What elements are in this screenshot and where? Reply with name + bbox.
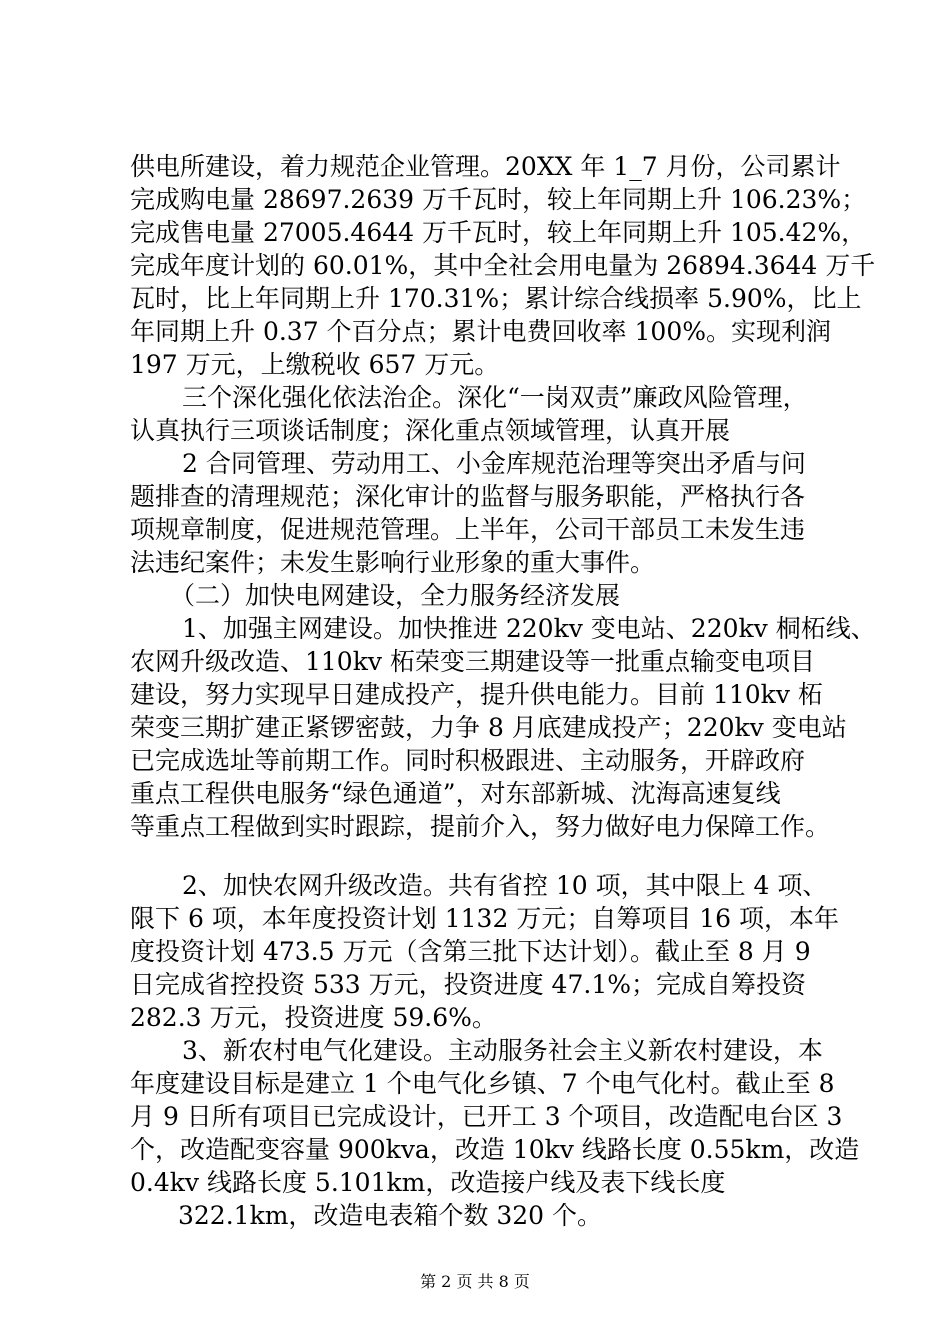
text-line: 认真执行三项谈话制度；深化重点领域管理，认真开展 <box>130 416 731 445</box>
text-line: 日完成省控投资 533 万元，投资进度 47.1%；完成自筹投资 <box>130 970 806 999</box>
paragraph-first-line: 3、新农村电气化建设。主动服务社会主义新农村建设，本 <box>182 1036 823 1065</box>
text-line: 197 万元，上缴税收 657 万元。 <box>130 350 500 379</box>
text-line: 282.3 万元，投资进度 59.6%。 <box>130 1003 497 1032</box>
text-line: 供电所建设，着力规范企业管理。20XX 年 1_7 月份，公司累计 <box>130 152 841 181</box>
text-line: 0.4kv 线路长度 5.101km，改造接户线及表下线长度 <box>130 1168 726 1197</box>
paragraph-first-line: 2、加快农网升级改造。共有省控 10 项，其中限上 4 项、 <box>182 871 828 900</box>
paragraph-first-line: 三个深化强化依法治企。深化“一岗双责”廉政风险管理， <box>182 383 808 412</box>
paragraph-first-line: 2 合同管理、劳动用工、小金库规范治理等突出矛盾与问 <box>182 449 806 478</box>
page-footer: 第 2 页 共 8 页 <box>420 1272 530 1291</box>
text-line: 已完成选址等前期工作。同时积极跟进、主动服务，开辟政府 <box>130 746 806 775</box>
text-line: 完成年度计划的 60.01%，其中全社会用电量为 26894.3644 万千 <box>130 251 876 280</box>
text-line: 重点工程供电服务“绿色通道”，对东部新城、沈海高速复线 <box>130 779 781 808</box>
text-line: 年度建设目标是建立 1 个电气化乡镇、7 个电气化村。截止至 8 <box>130 1069 835 1098</box>
text-line: 月 9 日所有项目已完成设计，已开工 3 个项目，改造配电台区 3 <box>130 1102 843 1131</box>
text-line: 等重点工程做到实时跟踪，提前介入，努力做好电力保障工作。 <box>130 812 831 841</box>
paragraph-first-line: 1、加强主网建设。加快推进 220kv 变电站、220kv 桐柘线、 <box>182 614 876 643</box>
text-line: 农网升级改造、110kv 柘荣变三期建设等一批重点输变电项目 <box>130 647 815 676</box>
text-line: 度投资计划 473.5 万元（含第三批下达计划）。截止至 8 月 9 <box>130 937 811 966</box>
text-line: 法违纪案件；未发生影响行业形象的重大事件。 <box>130 548 656 577</box>
text-line: 荣变三期扩建正紧锣密鼓，力争 8 月底建成投产；220kv 变电站 <box>130 713 847 742</box>
text-line: 建设，努力实现早日建成投产，提升供电能力。目前 110kv 柘 <box>130 680 823 709</box>
text-line: 完成售电量 27005.4644 万千瓦时，较上年同期上升 105.42%， <box>130 218 867 247</box>
text-line: 完成购电量 28697.2639 万千瓦时，较上年同期上升 106.23%； <box>130 185 867 214</box>
text-line: 年同期上升 0.37 个百分点；累计电费回收率 100%。实现利润 <box>130 317 831 346</box>
text-line: 322.1km，改造电表箱个数 320 个。 <box>178 1201 603 1230</box>
text-line: 题排查的清理规范；深化审计的监督与服务职能，严格执行各 <box>130 482 806 511</box>
text-line: 限下 6 项，本年度投资计划 1132 万元；自筹项目 16 项，本年 <box>130 904 840 933</box>
section-heading: （二）加快电网建设，全力服务经济发展 <box>170 581 621 610</box>
text-line: 个，改造配变容量 900kva，改造 10kv 线路长度 0.55km，改造 <box>130 1135 860 1164</box>
text-line: 瓦时，比上年同期上升 170.31%；累计综合线损率 5.90%，比上 <box>130 284 862 313</box>
text-line: 项规章制度，促进规范管理。上半年，公司干部员工未发生违 <box>130 515 806 544</box>
